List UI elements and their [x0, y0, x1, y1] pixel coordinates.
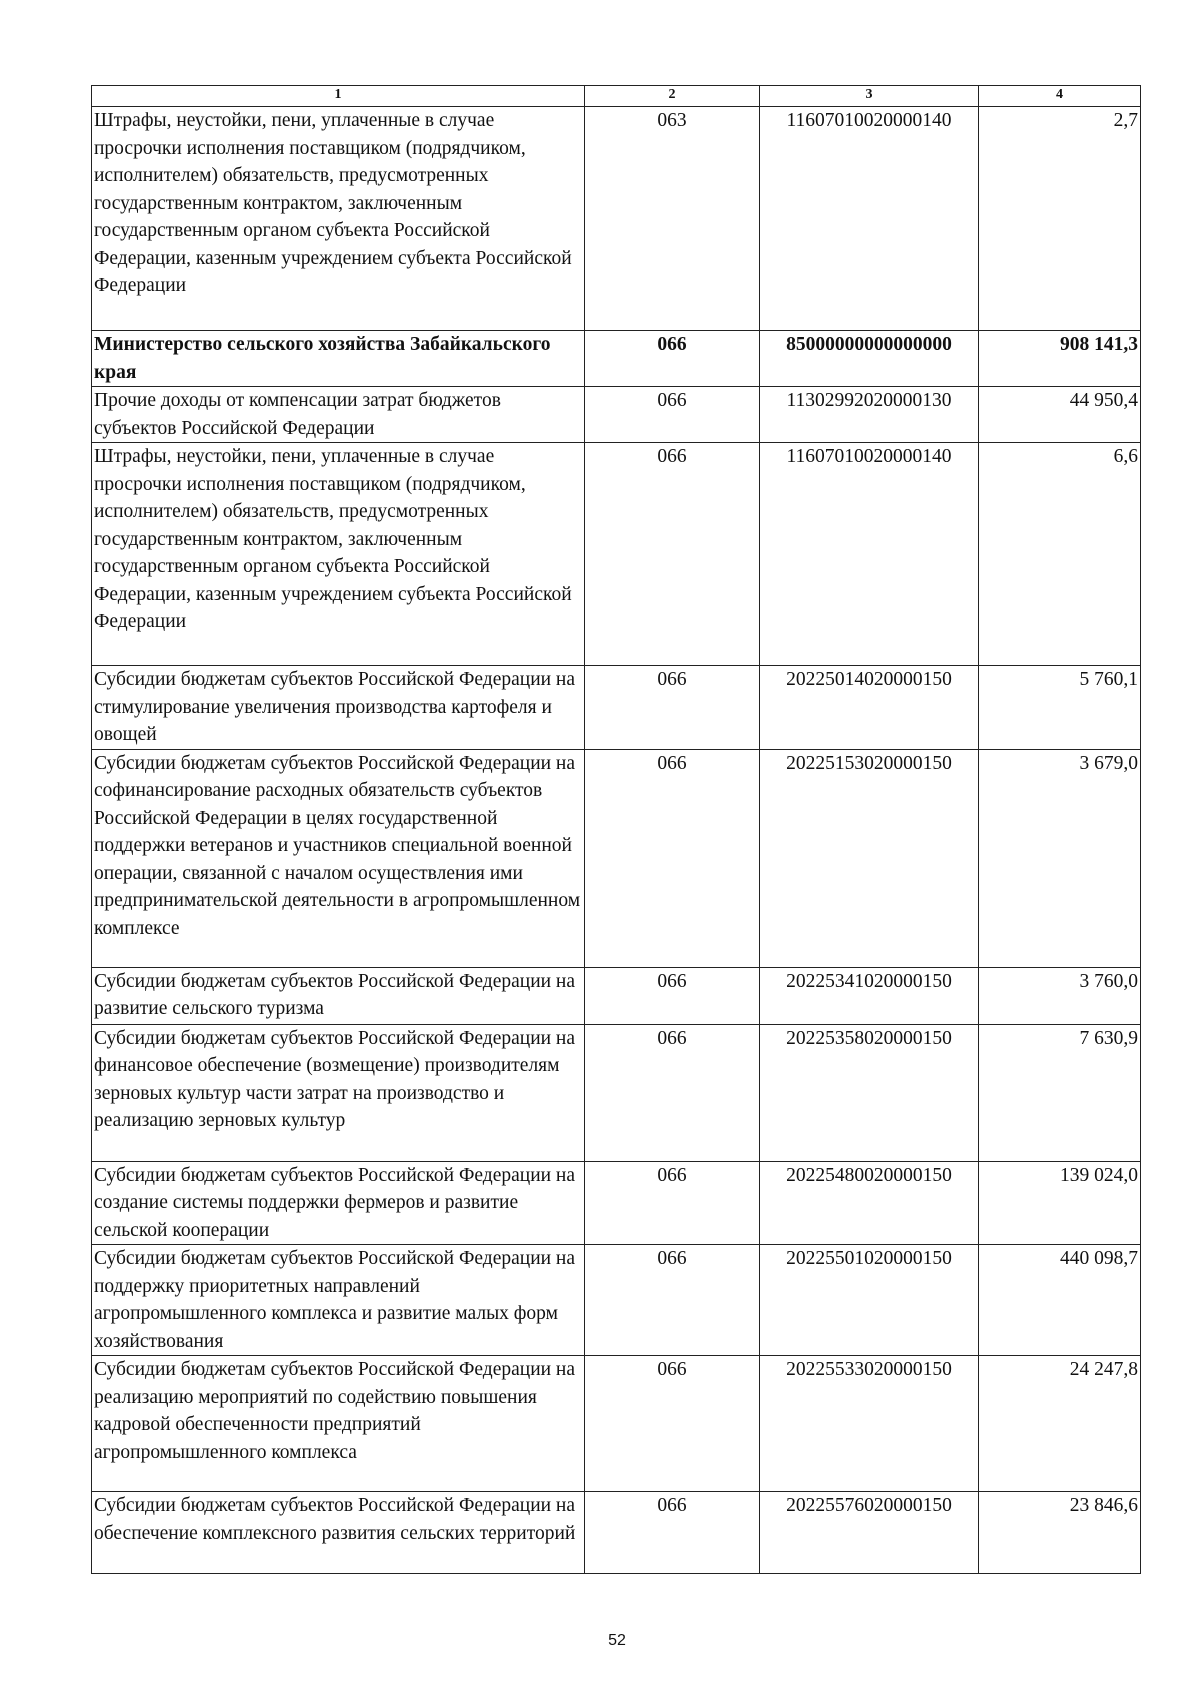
- row-name-cell: Министерство сельского хозяйства Забайкальского края: [92, 331, 585, 387]
- row-name-cell: Субсидии бюджетам субъектов Российской Федерации на реализацию мероприятий по содействию повышения кадровой обеспеченности предприятий агропромышленного комплекса: [92, 1356, 585, 1492]
- row-name-cell: Субсидии бюджетам субъектов Российской Федерации на стимулирование увеличения производства картофеля и овощей: [92, 666, 585, 750]
- table-row: [92, 1356, 1141, 1492]
- row-chapter-cell: 066: [585, 967, 760, 1024]
- table-row: [92, 331, 1141, 387]
- row-code-cell: 20225533020000150: [760, 1356, 979, 1492]
- header-col-2: 2: [585, 86, 760, 107]
- row-chapter-cell: 066: [585, 1245, 760, 1356]
- row-chapter-cell: 063: [585, 107, 760, 331]
- header-col-4: 4: [979, 86, 1141, 107]
- table-row: [92, 387, 1141, 443]
- row-name-cell: Субсидии бюджетам субъектов Российской Федерации на обеспечение комплексного развития сельских территорий: [92, 1492, 585, 1574]
- row-code-cell: 20225480020000150: [760, 1161, 979, 1245]
- table-row: [92, 1492, 1141, 1574]
- row-name-cell: Субсидии бюджетам субъектов Российской Федерации на поддержку приоритетных направлений агропромышленного комплекса и развитие малых форм хозяйствования: [92, 1245, 585, 1356]
- row-code-cell: 11302992020000130: [760, 387, 979, 443]
- row-chapter-cell: 066: [585, 443, 760, 666]
- row-sum-cell: 3 760,0: [979, 967, 1141, 1024]
- row-sum-cell: 6,6: [979, 443, 1141, 666]
- row-sum-cell: 24 247,8: [979, 1356, 1141, 1492]
- row-chapter-cell: 066: [585, 1161, 760, 1245]
- row-code-cell: 20225341020000150: [760, 967, 979, 1024]
- header-row: [92, 86, 1141, 107]
- table-row: [92, 443, 1141, 666]
- row-sum-cell: 2,7: [979, 107, 1141, 331]
- row-name-cell: Субсидии бюджетам субъектов Российской Федерации на софинансирование расходных обязательств субъектов Российской Федерации в целях государственной поддержки ветеранов и участников специальной военной операции, связанной с началом осуществления ими предпринимательской деятельности в агропромышленном комплексе: [92, 749, 585, 967]
- header-col-1: 1: [92, 86, 585, 107]
- row-chapter-cell: 066: [585, 666, 760, 750]
- row-chapter-cell: 066: [585, 1356, 760, 1492]
- row-chapter-cell: 066: [585, 749, 760, 967]
- row-chapter-cell: 066: [585, 1024, 760, 1161]
- row-sum-cell: 3 679,0: [979, 749, 1141, 967]
- page-number: 52: [608, 1632, 626, 1649]
- row-code-cell: 11607010020000140: [760, 107, 979, 331]
- budget-revenue-table: [91, 85, 1141, 1574]
- row-sum-cell: 5 760,1: [979, 666, 1141, 750]
- row-code-cell: 85000000000000000: [760, 331, 979, 387]
- row-sum-cell: 908 141,3: [979, 331, 1141, 387]
- row-code-cell: 20225014020000150: [760, 666, 979, 750]
- table-row: [92, 749, 1141, 967]
- table-row: [92, 666, 1141, 750]
- row-chapter-cell: 066: [585, 1492, 760, 1574]
- row-code-cell: 20225358020000150: [760, 1024, 979, 1161]
- row-sum-cell: 440 098,7: [979, 1245, 1141, 1356]
- row-name-cell: Субсидии бюджетам субъектов Российской Федерации на развитие сельского туризма: [92, 967, 585, 1024]
- table-row: [92, 107, 1141, 331]
- row-name-cell: Субсидии бюджетам субъектов Российской Федерации на финансовое обеспечение (возмещение) производителям зерновых культур части затрат на производство и реализацию зерновых культур: [92, 1024, 585, 1161]
- row-sum-cell: 23 846,6: [979, 1492, 1141, 1574]
- table-row: [92, 1245, 1141, 1356]
- row-code-cell: 11607010020000140: [760, 443, 979, 666]
- row-name-cell: Прочие доходы от компенсации затрат бюджетов субъектов Российской Федерации: [92, 387, 585, 443]
- row-chapter-cell: 066: [585, 331, 760, 387]
- table-row: [92, 1161, 1141, 1245]
- row-sum-cell: 44 950,4: [979, 387, 1141, 443]
- row-code-cell: 20225576020000150: [760, 1492, 979, 1574]
- row-name-cell: Штрафы, неустойки, пени, уплаченные в случае просрочки исполнения поставщиком (подрядчиком, исполнителем) обязательств, предусмотренных государственным контрактом, заключенным государственным органом субъекта Российской Федерации, казенным учреждением субъекта Российской Федерации: [92, 107, 585, 331]
- row-code-cell: 20225501020000150: [760, 1245, 979, 1356]
- table-row: [92, 1024, 1141, 1161]
- row-sum-cell: 139 024,0: [979, 1161, 1141, 1245]
- row-chapter-cell: 066: [585, 387, 760, 443]
- header-col-3: 3: [760, 86, 979, 107]
- row-name-cell: Штрафы, неустойки, пени, уплаченные в случае просрочки исполнения поставщиком (подрядчиком, исполнителем) обязательств, предусмотренных государственным контрактом, заключенным государственным органом субъекта Российской Федерации, казенным учреждением субъекта Российской Федерации: [92, 443, 585, 666]
- table-row: [92, 967, 1141, 1024]
- row-name-cell: Субсидии бюджетам субъектов Российской Федерации на создание системы поддержки фермеров и развитие сельской кооперации: [92, 1161, 585, 1245]
- row-code-cell: 20225153020000150: [760, 749, 979, 967]
- row-sum-cell: 7 630,9: [979, 1024, 1141, 1161]
